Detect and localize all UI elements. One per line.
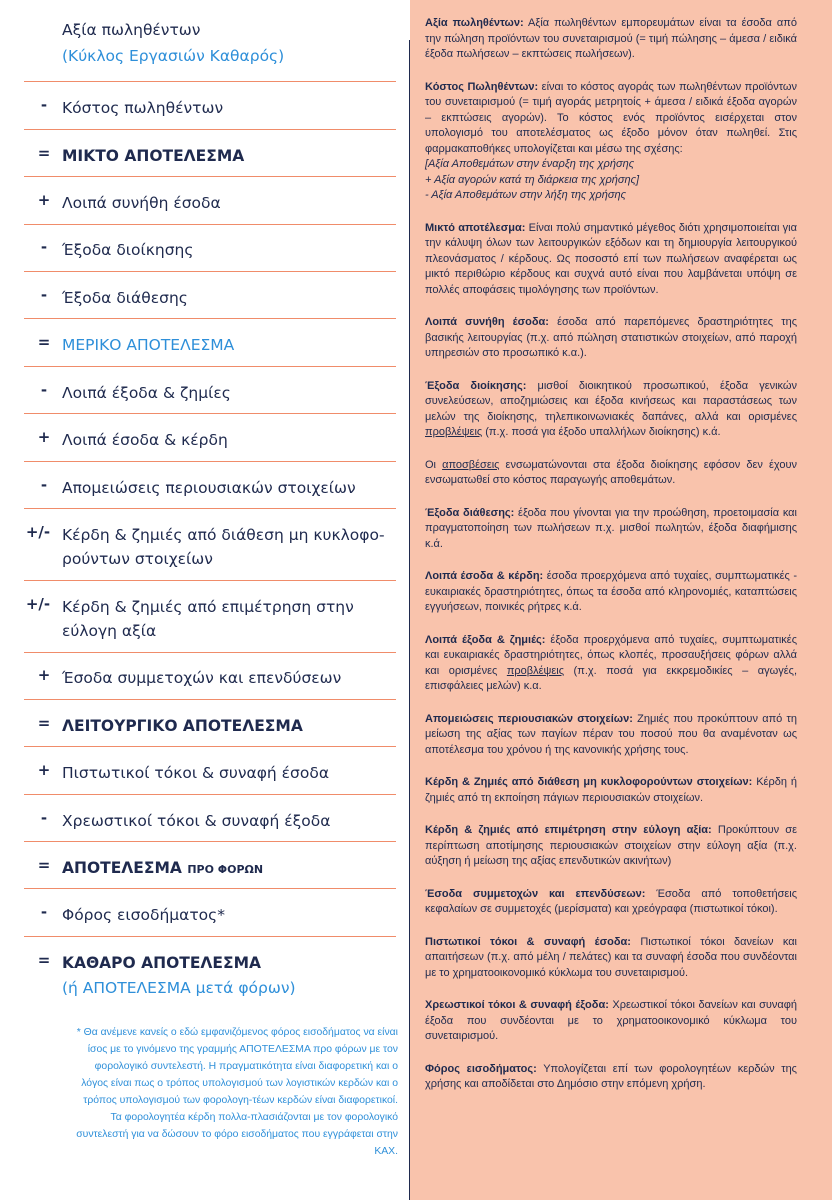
definition-gross-result (425, 221, 797, 299)
divider (24, 461, 396, 462)
definition-term: Έξοδα διοίκησης: (425, 379, 527, 392)
row-sign: - (40, 286, 48, 304)
definition-text: Κέρδη ή ζημιές από τη εκποίηση πάγιων περιουσιακών στοιχείων. (425, 776, 798, 804)
definition-term: Λοιπά συνήθη έσοδα: (425, 316, 549, 328)
divider (24, 794, 396, 795)
definition-term: Φόρος εισοδήματος: (425, 1062, 537, 1075)
divider (24, 366, 396, 367)
row-sign: - (40, 381, 48, 399)
row-sublabel: εύλογη αξία (62, 622, 157, 640)
row-sign: - (40, 903, 48, 921)
row-sign: = (37, 856, 51, 874)
row-label: ΜΙΚΤΟ ΑΠΟΤΕΛΕΣΜΑ (62, 147, 245, 165)
divider (24, 841, 396, 842)
row-label-small: ΠΡΟ ΦΟΡΩΝ (187, 863, 264, 876)
divider (24, 746, 396, 747)
definition-text: Υπολογίζεται επί των φορολογητέων κερδών της χρήσης και αποδίδεται στο Δημόσιο στην επόμενη χρήση. (425, 1062, 797, 1090)
definition-term: Μικτό αποτέλεσμα: (425, 221, 526, 234)
row-sign: + (37, 191, 51, 209)
provisions-link[interactable]: προβλέψεις (425, 426, 483, 438)
definition-sales (425, 16, 797, 63)
definition-other-losses (425, 633, 797, 695)
definition-admin-expenses (425, 379, 797, 441)
tax-footnote: * Θα ανέμενε κανείς ο εδώ εμφανιζόμενος φόρος εισοδήματος να είναι ίσος με το γινόμενο της γραμμής ΑΠΟΤΕΛΕΣΜΑ προ φόρων με τον φορολογικό συντελεστή. Η πραγματικότητα είναι διαφορετική και ο λόγος είναι πως ο τρόπος υπολογισμού των λογιστικών κερδών και ο τρόπος υπολογισμού των φορολογη-τέων κερδών είναι διαφορετικοί. Τα φορολογητέα κέρδη πολλα-πλασιάζονται με τον φορολογικό συντελεστή για να δώσουν το φόρο εισοδήματος που εγγράφεται στην ΚΑΧ. (76, 1027, 398, 1157)
row-label: Κέρδη & ζημιές από διάθεση μη κυκλοφο- (62, 526, 385, 544)
row-label: ΚΑΘΑΡΟ ΑΠΟΤΕΛΕΣΜΑ (62, 954, 262, 972)
divider (24, 224, 396, 225)
definition-text: Είναι πολύ σημαντικό μέγεθος διότι χρησιμοποιείται για την κάλυψη όλων των λειτουργικών εξόδων και τη δημιουργία λειτουργικού πλεονάσματος / κέρδους. Ως ποσοστό επί των πωλήσεων αναφέρεται ως μικτό περιθώριο κέρδους και συχνά αυτό είναι που λαμβάνεται υπόψη σε πολλές αποφάσεις τιμολόγησης των προϊόντων. (425, 221, 797, 296)
formula-line: [Αξία Αποθεμάτων στην έναρξη της χρήσης (425, 158, 635, 170)
divider (24, 580, 396, 581)
provisions-link[interactable]: προβλέψεις (506, 664, 565, 677)
row-sign: = (37, 714, 51, 732)
definition-income-tax (425, 1062, 797, 1093)
definition-text: (π.χ. ποσά για έξοδο υπαλλήλων διοίκησης) κ.ά. (482, 426, 721, 438)
formula-line: - Αξία Αποθεμάτων στην λήξη της χρήσης (425, 189, 626, 201)
definitions-panel (410, 0, 832, 1200)
row-sign: +/- (25, 523, 51, 541)
definition-disposal-gains (425, 775, 797, 806)
row-label: Κέρδη & ζημιές από επιμέτρηση στην (62, 598, 354, 616)
row-label: Απομειώσεις περιουσιακών στοιχείων (62, 479, 356, 497)
row-label: Αξία πωληθέντων (62, 21, 201, 39)
definition-term: Κόστος Πωληθέντων: (425, 80, 539, 93)
definition-text: έξοδα που γίνονται για την προώθηση, προετοιμασία και πραγματοποίηση των πωλήσεων π.χ. μισθοί πωλητών, έξοδα διαφήμισης κ.ά. (425, 506, 797, 550)
definition-cost-of-sales (425, 80, 797, 204)
row-label: Λοιπά συνήθη έσοδα (62, 194, 221, 212)
row-sublabel: (Κύκλος Εργασιών Καθαρός) (62, 47, 285, 65)
row-label: Έξοδα διάθεσης (62, 289, 188, 307)
statement-row-sales (24, 18, 396, 68)
definition-term: Απομειώσεις περιουσιακών στοιχείων: (425, 712, 633, 725)
divider (24, 176, 396, 177)
divider (24, 318, 396, 319)
row-label: Φόρος εισοδήματος* (62, 906, 226, 924)
definition-term: Πιστωτικοί τόκοι & συναφή έσοδα: (425, 935, 631, 948)
definition-text: (π.χ. ποσά για εκκρεμοδικίες – αγωγές, επισφάλειες μελών) κ.α. (425, 664, 797, 692)
row-label: ΜΕΡΙΚΟ ΑΠΟΤΕΛΕΣΜΑ (62, 336, 235, 354)
definition-text: Πιστωτικοί τόκοι δανείων και απαιτήσεων (π.χ. από μέλη / πελάτες) και τα συναφή έσοδα που συνδέονται με το χρηματοοικονομικό κύκλωμα του συνεταιρισμού. (425, 935, 797, 979)
definition-fair-value (425, 823, 797, 870)
divider (24, 129, 396, 130)
row-sign: = (37, 951, 51, 969)
divider (24, 699, 396, 700)
row-sign: + (37, 761, 51, 779)
definition-interest-expense (425, 998, 797, 1045)
row-label (62, 856, 396, 882)
row-sublabel: ρούντων στοιχείων (62, 550, 213, 568)
definition-text: Έσοδα από τοποθετήσεις κεφαλαίων σε συμμετοχές (μερίσματα) και χρεόγραφα (πιστωτικοί τόκοι). (425, 887, 798, 915)
definition-text: έξοδα προερχόμενα από τυχαίες, συμπτωματικές και ευκαιριακές δραστηριότητες, όπως κλοπές, προσαυξήσεις φόρων αλλά και ορισμένες (425, 633, 797, 677)
definition-investment-income (425, 887, 797, 918)
definition-term: Λοιπά έσοδα & κέρδη: (425, 570, 544, 582)
definition-term: Αξία πωληθέντων: (425, 17, 524, 29)
definition-term: Έσοδα συμμετοχών και επενδύσεων: (425, 887, 646, 900)
row-label-main: ΑΠΟΤΕΛΕΣΜΑ (62, 859, 182, 877)
definition-other-gains (425, 569, 797, 616)
definition-term: Λοιπά έξοδα & ζημιές: (425, 633, 546, 646)
row-sign: + (37, 666, 51, 684)
divider (24, 508, 396, 509)
definition-term: Έξοδα διάθεσης: (425, 506, 515, 519)
row-label: Πιστωτικοί τόκοι & συναφή έσοδα (62, 764, 330, 782)
row-label: Έξοδα διοίκησης (62, 241, 194, 259)
row-label: Έσοδα συμμετοχών και επενδύσεων (62, 669, 342, 687)
definition-distribution-expenses (425, 506, 797, 553)
row-sign: - (40, 476, 48, 494)
row-label: Χρεωστικοί τόκοι & συναφή έξοδα (62, 812, 331, 830)
row-sublabel: (ή ΑΠΟΤΕΛΕΣΜΑ μετά φόρων) (62, 979, 296, 997)
definition-term: Χρεωστικοί τόκοι & συναφή έξοδα: (425, 999, 609, 1011)
definition-text: είναι το κόστος αγοράς των πωληθέντων προϊόντων του συνεταιρισμού (= τιμή αγοράς μετρητοίς + άμεσα / ειδικά έξοδα αγορών – εκπτώσεις αγορών). Το κόστος ενός προϊόντος εισέρχεται στον υπολογισμό του αποτελέσματος ως έξοδο μόνον όταν πωληθεί. Στις φαρμακαποθήκες υπολογίζεται και μέσω της σχέσης: (425, 80, 797, 155)
row-label: Λοιπά έξοδα & ζημίες (62, 384, 231, 402)
definition-impairments (425, 712, 797, 759)
definition-text: μισθοί διοικητικού προσωπικού, έξοδα γενικών συνελεύσεων, αποζημιώσεις και έξοδα κινήσεως και παραστάσεως των μελών της διοίκησης, τηλεπικοινωνιακές δαπάνες, αλλά και ορισμένες (425, 379, 797, 423)
definition-text: έσοδα από παρεπόμενες δραστηριότητες της βασικής λειτουργίας (π.χ. από πώληση στατιστικών στοιχείων, από παροχή υπηρεσιών στο προσωπικό κ.α.). (425, 316, 797, 359)
divider (24, 652, 396, 653)
definition-depreciation (425, 458, 797, 489)
definition-text: έσοδα προερχόμενα από τυχαίες, συμπτωματικές - ευκαιριακές δραστηριότητες, όπως τα έσοδα από κληρονομιές, καταπτώσεις εγγυήσεων, ποινικές ρήτρες κ.ά. (425, 570, 797, 613)
row-sign: +/- (25, 595, 51, 613)
definition-other-income (425, 315, 797, 362)
row-sign: - (40, 96, 48, 114)
divider (24, 888, 396, 889)
definition-text: Οι (425, 458, 443, 471)
row-sign: + (37, 428, 51, 446)
row-sign: = (37, 144, 51, 162)
divider (24, 936, 396, 937)
row-label: ΛΕΙΤΟΥΡΓΙΚΟ ΑΠΟΤΕΛΕΣΜΑ (62, 717, 303, 735)
row-sign: = (37, 333, 51, 351)
definition-term: Κέρδη & Ζημιές από διάθεση μη κυκλοφορούντων στοιχείων: (425, 776, 753, 788)
row-label: Λοιπά έσοδα & κέρδη (62, 431, 228, 449)
divider (24, 413, 396, 414)
row-label: Κόστος πωληθέντων (62, 99, 224, 117)
definition-text: Προκύπτουν σε περίπτωση αποτίμησης περιουσιακών στοιχείων στην εύλογη αξία (π.χ. αύξηση ή μείωση της αξίας επενδυτικών ακινήτων) (425, 824, 797, 867)
definition-interest-income (425, 935, 797, 982)
depreciation-link[interactable]: αποσβέσεις (442, 458, 500, 471)
row-sign: - (40, 238, 48, 256)
definition-text: Χρεωστικοί τόκοι δανείων και συναφή έξοδα που συνδέονται με το χρηματοοικονομικό κύκλωμα του συνεταιρισμού. (425, 999, 798, 1042)
divider (24, 81, 396, 82)
formula-line: + Αξία αγορών κατά τη διάρκεια της χρήσης] (425, 173, 640, 186)
definition-text: Αξία πωληθέντων εμπορευμάτων είναι τα έσοδα από την πώληση προϊόντων του συνεταιρισμού (= τιμή πώλησης – άμεσα / ειδικά έξοδα πωλήσεων – εκπτώσεις πωλήσεων). (425, 17, 797, 60)
definition-term: Κέρδη & ζημιές από επιμέτρηση στην εύλογη αξία: (425, 824, 712, 836)
definition-text: ενσωματώνονται στα έξοδα διοίκησης εφόσον δεν έχουν ενσωματωθεί στο κόστος παραγωγής αποθεμάτων. (425, 458, 797, 486)
definition-text: Ζημιές που προκύπτουν από τη μείωση της αξίας των παγίων πέραν του ποσού που θα αναμένοταν ως αποτέλεσμα του χρόνου ή της κανονικής χρήσης τους. (425, 712, 798, 756)
divider (24, 271, 396, 272)
row-sign: - (40, 809, 48, 827)
